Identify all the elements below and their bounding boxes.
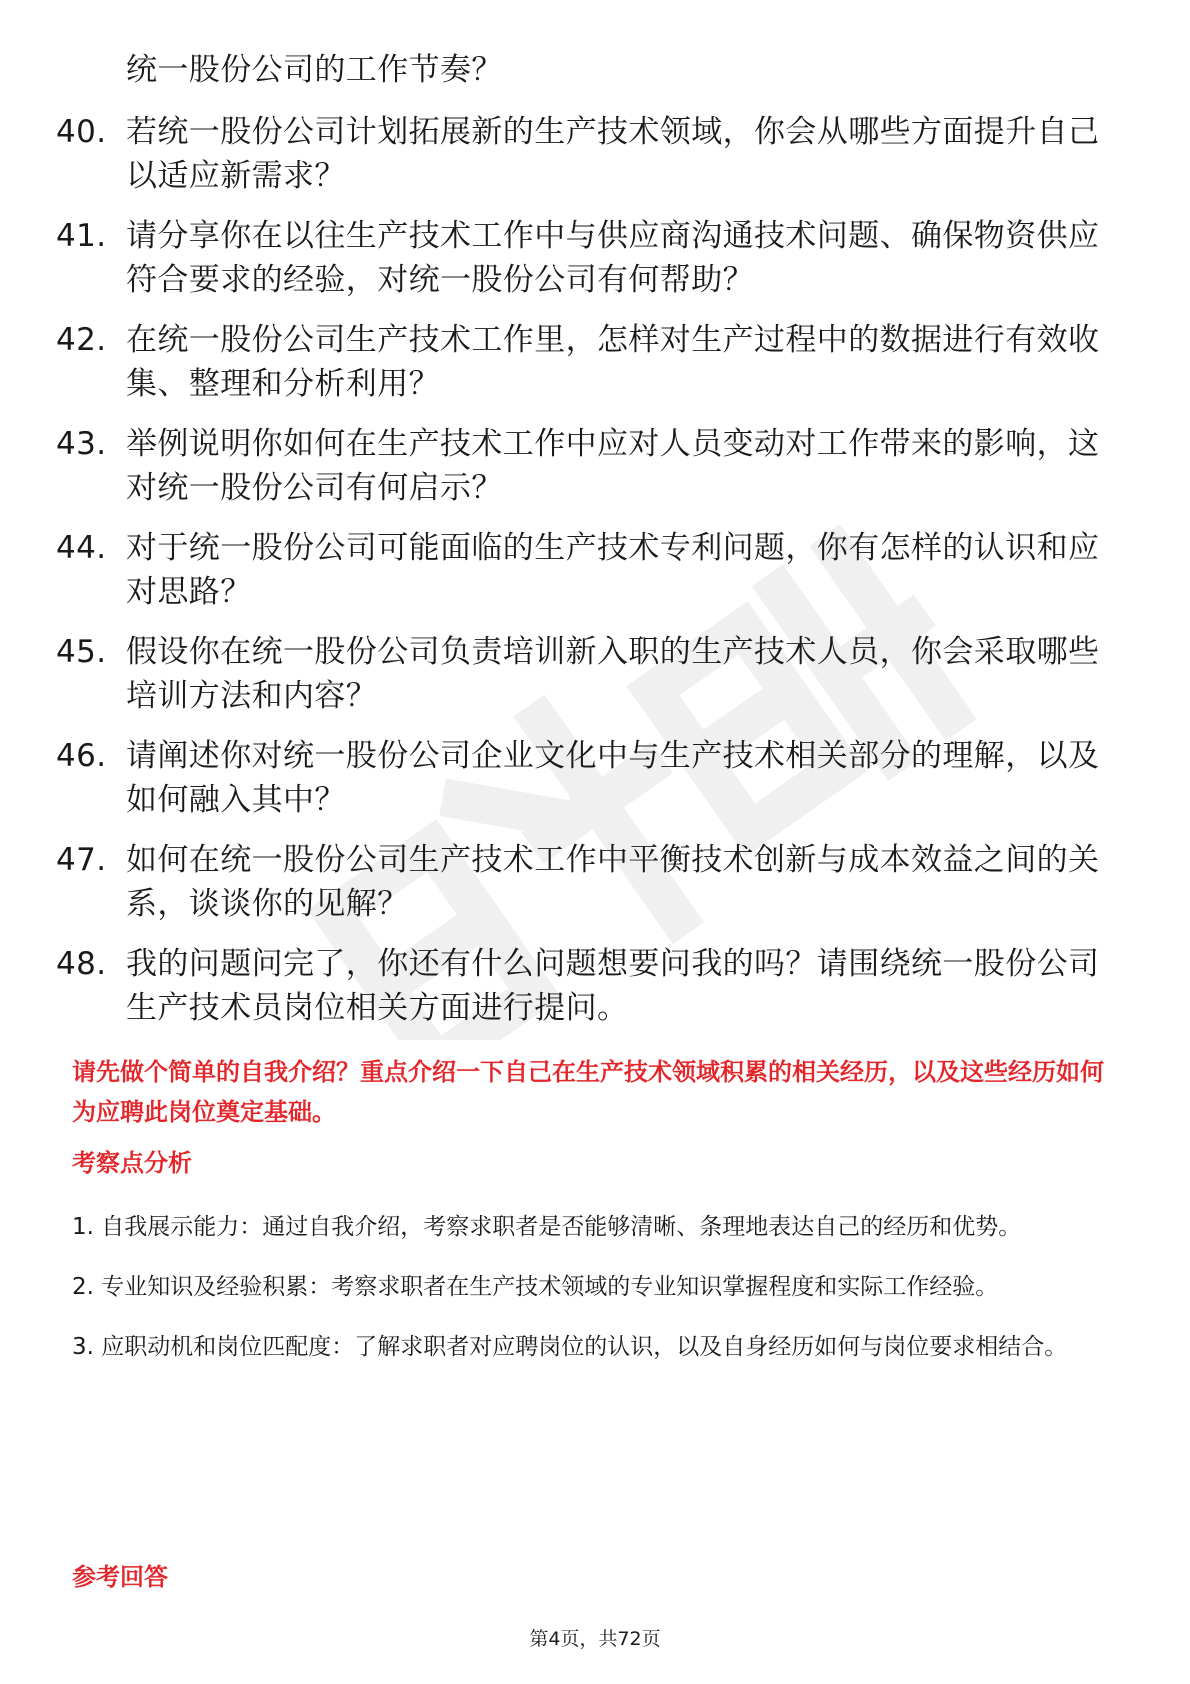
question-number: 42. bbox=[56, 322, 107, 358]
question-text: 在统一股份公司生产技术工作里，怎样对生产过程中的数据进行有效收集、整理和分析利用？ bbox=[126, 322, 1100, 402]
list-item bbox=[56, 838, 1116, 926]
analysis-item: 2. 专业知识及经验积累：考察求职者在生产技术领域的专业知识掌握程度和实际工作经验。 bbox=[72, 1274, 999, 1300]
list-item bbox=[56, 422, 1116, 510]
question-text: 若统一股份公司计划拓展新的生产技术领域，你会从哪些方面提升自己以适应新需求？ bbox=[126, 114, 1100, 194]
question-text: 举例说明你如何在生产技术工作中应对人员变动对工作带来的影响，这对统一股份公司有何启示？ bbox=[126, 426, 1100, 506]
question-text: 请阐述你对统一股份公司企业文化中与生产技术相关部分的理解，以及如何融入其中？ bbox=[126, 738, 1100, 818]
question-number: 44. bbox=[56, 530, 107, 566]
question-continuation: 统一股份公司的工作节奏？ bbox=[126, 52, 503, 88]
list-item bbox=[56, 214, 1116, 302]
question-number: 40. bbox=[56, 114, 107, 150]
question-text: 如何在统一股份公司生产技术工作中平衡技术创新与成本效益之间的关系，谈谈你的见解？ bbox=[126, 842, 1100, 922]
question-number: 48. bbox=[56, 946, 107, 982]
list-item bbox=[56, 734, 1116, 822]
question-number: 47. bbox=[56, 842, 107, 878]
list-item bbox=[56, 942, 1116, 1030]
answer-section-title: 参考回答 bbox=[72, 1563, 168, 1591]
question-text: 对于统一股份公司可能面临的生产技术专利问题，你有怎样的认识和应对思路？ bbox=[126, 530, 1100, 610]
question-list bbox=[56, 110, 1116, 1046]
question-number: 45. bbox=[56, 634, 107, 670]
question-number: 46. bbox=[56, 738, 107, 774]
analysis-list bbox=[72, 1198, 1122, 1378]
question-number: 43. bbox=[56, 426, 107, 462]
analysis-section-title: 考察点分析 bbox=[72, 1149, 192, 1177]
question-text: 请分享你在以往生产技术工作中与供应商沟通技术问题、确保物资供应符合要求的经验，对统一股份公司有何帮助？ bbox=[126, 218, 1100, 298]
analysis-item: 1. 自我展示能力：通过自我介绍，考察求职者是否能够清晰、条理地表达自己的经历和优势。 bbox=[72, 1214, 1022, 1240]
question-text: 我的问题问完了，你还有什么问题想要问我的吗？请围绕统一股份公司生产技术员岗位相关方面进行提问。 bbox=[126, 946, 1100, 1026]
question-number: 41. bbox=[56, 218, 107, 254]
analysis-item: 3. 应职动机和岗位匹配度：了解求职者对应聘岗位的认识，以及自身经历如何与岗位要求相结合。 bbox=[72, 1334, 1068, 1360]
list-item bbox=[56, 110, 1116, 198]
list-item bbox=[56, 630, 1116, 718]
question-text: 假设你在统一股份公司负责培训新入职的生产技术人员，你会采取哪些培训方法和内容？ bbox=[126, 634, 1100, 714]
list-item bbox=[56, 318, 1116, 406]
page-footer: 第4页，共72页 bbox=[529, 1628, 661, 1650]
interview-question-heading: 请先做个简单的自我介绍？重点介绍一下自己在生产技术领域积累的相关经历，以及这些经历如何为应聘此岗位奠定基础。 bbox=[72, 1058, 1104, 1126]
list-item bbox=[56, 526, 1116, 614]
